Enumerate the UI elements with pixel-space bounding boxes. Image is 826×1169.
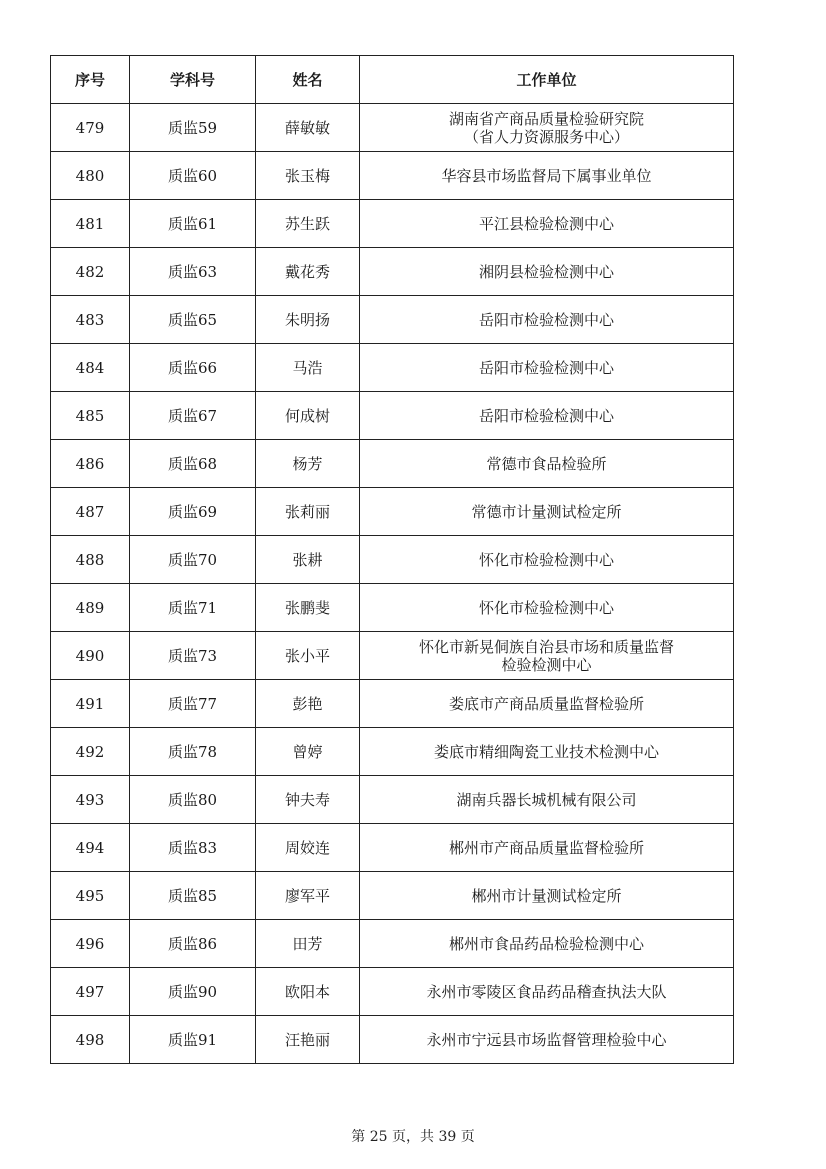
table-row [51, 920, 734, 968]
table-row [51, 824, 734, 872]
cell-name: 张玉梅 [256, 152, 360, 200]
cell-serial: 492 [51, 728, 130, 776]
cell-work-unit [360, 920, 734, 968]
cell-work-unit [360, 728, 734, 776]
cell-name: 朱明扬 [256, 296, 360, 344]
cell-work-unit [360, 1016, 734, 1064]
cell-serial: 496 [51, 920, 130, 968]
cell-name: 戴花秀 [256, 248, 360, 296]
cell-subject-code: 质监67 [130, 392, 256, 440]
cell-serial: 485 [51, 392, 130, 440]
cell-subject-code: 质监70 [130, 536, 256, 584]
cell-subject-code: 质监83 [130, 824, 256, 872]
cell-work-unit [360, 584, 734, 632]
cell-subject-code: 质监80 [130, 776, 256, 824]
work-unit-line: 怀化市检验检测中心 [478, 550, 614, 569]
cell-name: 曾婷 [256, 728, 360, 776]
cell-serial: 494 [51, 824, 130, 872]
roster-table [50, 55, 734, 1064]
header-name: 姓名 [256, 56, 360, 104]
cell-work-unit [360, 104, 734, 152]
cell-work-unit [360, 440, 734, 488]
cell-serial: 491 [51, 680, 130, 728]
work-unit-line: （省人力资源服务中心） [463, 127, 629, 146]
cell-work-unit [360, 680, 734, 728]
cell-work-unit [360, 776, 734, 824]
cell-work-unit [360, 296, 734, 344]
cell-work-unit [360, 152, 734, 200]
work-unit-line: 永州市宁远县市场监督管理检验中心 [426, 1030, 667, 1049]
cell-name: 杨芳 [256, 440, 360, 488]
header-serial: 序号 [51, 56, 130, 104]
cell-name: 张鹏斐 [256, 584, 360, 632]
table-row [51, 680, 734, 728]
cell-name: 苏生跃 [256, 200, 360, 248]
cell-serial: 490 [51, 632, 130, 680]
cell-work-unit [360, 632, 734, 680]
work-unit-line: 湖南兵器长城机械有限公司 [456, 790, 637, 809]
table-row [51, 776, 734, 824]
cell-subject-code: 质监78 [130, 728, 256, 776]
table-body [51, 104, 734, 1064]
cell-subject-code: 质监85 [130, 872, 256, 920]
table-row [51, 152, 734, 200]
cell-work-unit [360, 536, 734, 584]
work-unit-line: 娄底市精细陶瓷工业技术检测中心 [433, 742, 659, 761]
table-header-row [51, 56, 734, 104]
work-unit-line: 郴州市产商品质量监督检验所 [448, 838, 644, 857]
table-row [51, 488, 734, 536]
work-unit-line: 常德市食品检验所 [486, 454, 607, 473]
table-row [51, 536, 734, 584]
table-row [51, 392, 734, 440]
work-unit-line: 华容县市场监督局下属事业单位 [441, 166, 652, 185]
header-work-unit: 工作单位 [360, 56, 734, 104]
cell-work-unit [360, 872, 734, 920]
cell-subject-code: 质监66 [130, 344, 256, 392]
work-unit-line: 检验检测中心 [501, 655, 592, 674]
cell-subject-code: 质监65 [130, 296, 256, 344]
work-unit-line: 岳阳市检验检测中心 [478, 358, 614, 377]
cell-serial: 486 [51, 440, 130, 488]
cell-subject-code: 质监59 [130, 104, 256, 152]
table-row [51, 104, 734, 152]
cell-work-unit [360, 824, 734, 872]
cell-name: 张莉丽 [256, 488, 360, 536]
work-unit-line: 湘阴县检验检测中心 [478, 262, 614, 281]
table-row [51, 584, 734, 632]
cell-serial: 480 [51, 152, 130, 200]
cell-work-unit [360, 392, 734, 440]
table-row [51, 872, 734, 920]
work-unit-line: 郴州市食品药品检验检测中心 [448, 934, 644, 953]
cell-name: 张耕 [256, 536, 360, 584]
table-row [51, 200, 734, 248]
page-footer: 第 25 页，共 39 页 [351, 1129, 475, 1145]
cell-work-unit [360, 488, 734, 536]
cell-work-unit [360, 200, 734, 248]
cell-name: 马浩 [256, 344, 360, 392]
cell-work-unit [360, 968, 734, 1016]
work-unit-line: 永州市零陵区食品药品稽查执法大队 [426, 982, 667, 1001]
cell-serial: 482 [51, 248, 130, 296]
work-unit-line: 岳阳市检验检测中心 [478, 310, 614, 329]
cell-subject-code: 质监60 [130, 152, 256, 200]
cell-subject-code: 质监77 [130, 680, 256, 728]
table-row [51, 440, 734, 488]
cell-subject-code: 质监86 [130, 920, 256, 968]
cell-subject-code: 质监91 [130, 1016, 256, 1064]
cell-serial: 479 [51, 104, 130, 152]
cell-subject-code: 质监69 [130, 488, 256, 536]
table-row [51, 632, 734, 680]
roster-table-container [50, 55, 733, 1064]
cell-name: 田芳 [256, 920, 360, 968]
work-unit-line: 平江县检验检测中心 [478, 214, 614, 233]
work-unit-line: 岳阳市检验检测中心 [478, 406, 614, 425]
table-row [51, 296, 734, 344]
work-unit-line: 湖南省产商品质量检验研究院 [448, 109, 644, 128]
header-subject-code: 学科号 [130, 56, 256, 104]
table-row [51, 248, 734, 296]
cell-subject-code: 质监90 [130, 968, 256, 1016]
work-unit-line: 怀化市检验检测中心 [478, 598, 614, 617]
cell-subject-code: 质监61 [130, 200, 256, 248]
cell-serial: 493 [51, 776, 130, 824]
cell-subject-code: 质监73 [130, 632, 256, 680]
cell-serial: 487 [51, 488, 130, 536]
cell-name: 彭艳 [256, 680, 360, 728]
cell-serial: 484 [51, 344, 130, 392]
cell-serial: 489 [51, 584, 130, 632]
cell-subject-code: 质监63 [130, 248, 256, 296]
cell-name: 钟夫寿 [256, 776, 360, 824]
cell-serial: 481 [51, 200, 130, 248]
table-row [51, 728, 734, 776]
cell-name: 周姣连 [256, 824, 360, 872]
cell-name: 汪艳丽 [256, 1016, 360, 1064]
table-row [51, 968, 734, 1016]
cell-serial: 495 [51, 872, 130, 920]
work-unit-line: 怀化市新晃侗族自治县市场和质量监督 [418, 637, 674, 656]
cell-subject-code: 质监71 [130, 584, 256, 632]
table-row [51, 1016, 734, 1064]
cell-serial: 483 [51, 296, 130, 344]
cell-name: 何成树 [256, 392, 360, 440]
cell-name: 廖军平 [256, 872, 360, 920]
cell-name: 欧阳本 [256, 968, 360, 1016]
cell-name: 张小平 [256, 632, 360, 680]
work-unit-line: 常德市计量测试检定所 [471, 502, 622, 521]
cell-name: 薛敏敏 [256, 104, 360, 152]
table-row [51, 344, 734, 392]
cell-subject-code: 质监68 [130, 440, 256, 488]
cell-serial: 498 [51, 1016, 130, 1064]
cell-work-unit [360, 344, 734, 392]
cell-serial: 488 [51, 536, 130, 584]
cell-serial: 497 [51, 968, 130, 1016]
work-unit-line: 娄底市产商品质量监督检验所 [448, 694, 644, 713]
cell-work-unit [360, 248, 734, 296]
work-unit-line: 郴州市计量测试检定所 [471, 886, 622, 905]
